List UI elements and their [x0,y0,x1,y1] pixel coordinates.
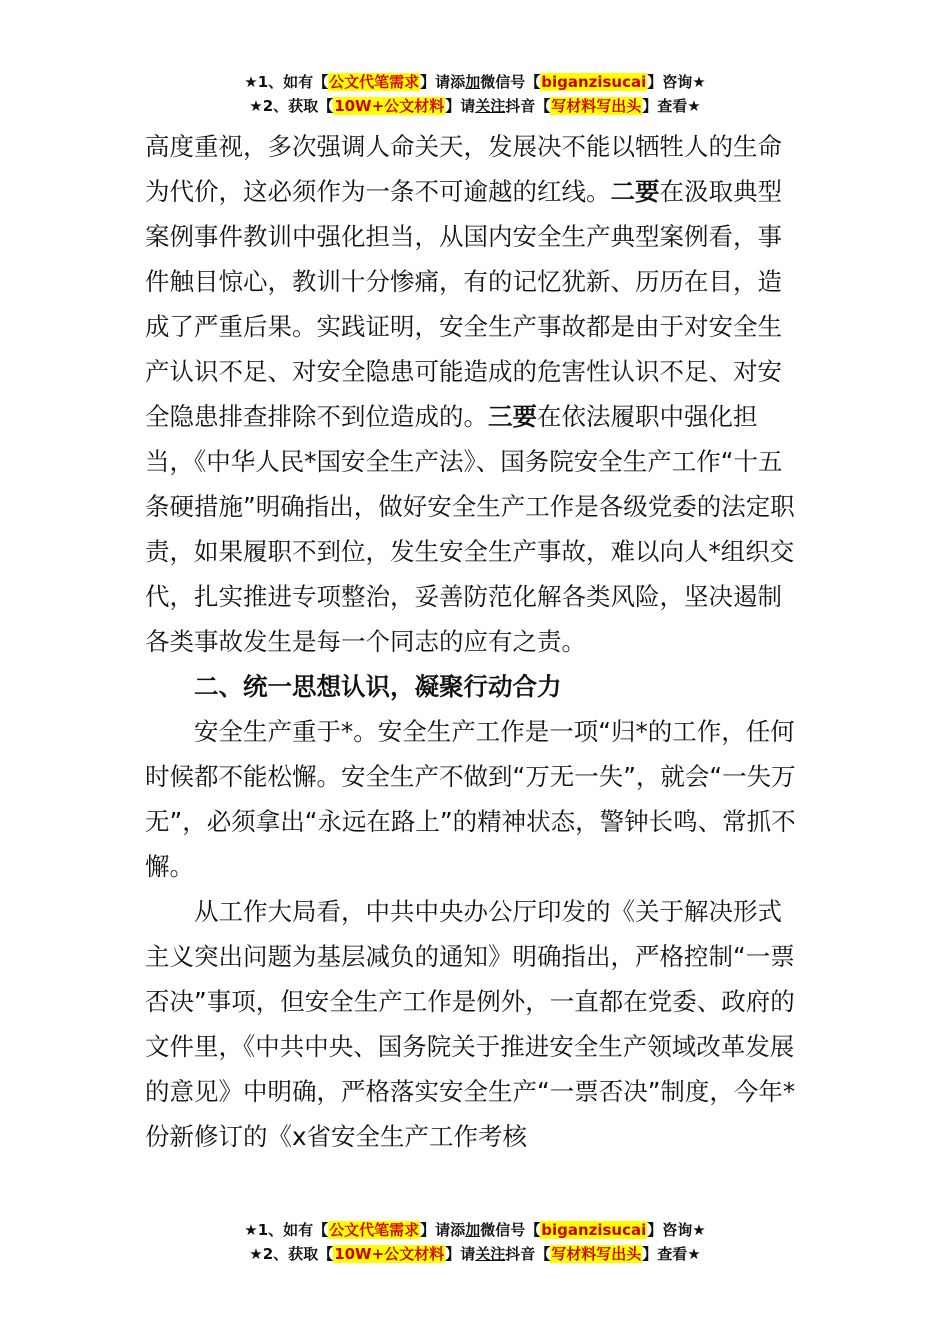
paragraph-3: 从工作大局看，中共中央办公厅印发的《关于解决形式主义突出问题为基层减负的通知》明确指出，严格控制“一票否决”事项，但安全生产工作是例外，一直都在党委、政府的文件里，《中共中央、国务院关于推进安全生产领域改革发展的意见》中明确，严格落实安全生产“一票否决”制度，今年*份新修订的《x省安全生产工作考核 [145,897,796,1151]
banner-line-2 [0,94,950,118]
highlight-douyin: 写材料写出头 [551,1245,642,1263]
banner-text: 抖音【 [505,97,551,115]
banner-underlined: 关注 [475,1245,506,1263]
banner-text: 】咨询★ [647,73,706,91]
banner-underlined: 加 [465,1221,481,1239]
highlight-material: 10W+公文材料 [334,97,445,115]
banner-line-2 [0,1242,950,1266]
highlight-need: 公文代笔需求 [329,1221,420,1239]
banner-text: ★2、获取【 [249,1245,334,1263]
banner-text: 】查看★ [642,97,701,115]
banner-line-1 [0,70,950,94]
banner-underlined: 加 [465,73,481,91]
footer-banner [0,1218,950,1266]
paragraph-text: 高度重视，多次强调人命关天，发展决不能以牺牲人的生命为代价，这必须作为一条不可逾越的红线。 [145,132,782,206]
banner-text: 微信号【 [480,1221,541,1239]
highlight-wechat-id: biganzisucai [541,73,647,91]
banner-underlined: 关注 [475,97,506,115]
highlight-douyin: 写材料写出头 [551,97,642,115]
document-body [145,124,800,1159]
banner-text: 微信号【 [480,73,541,91]
banner-text: 】请 [445,97,476,115]
highlight-material: 10W+公文材料 [334,1245,445,1263]
section-heading: 二、统一思想认识，凝聚行动合力 [194,672,562,701]
banner-text: ★1、如有【 [244,73,329,91]
banner-text: 】请添 [420,1221,466,1239]
banner-text: 】请 [445,1245,476,1263]
emphasis-second: 二要 [610,177,660,206]
banner-text: 抖音【 [505,1245,551,1263]
highlight-need: 公文代笔需求 [329,73,420,91]
banner-text: 】查看★ [642,1245,701,1263]
banner-text: ★2、获取【 [249,97,334,115]
banner-line-1 [0,1218,950,1242]
banner-text: ★1、如有【 [244,1221,329,1239]
paragraph-text: 在汲取典型案例事件教训中强化担当，从国内安全生产典型案例看，事件触目惊心，教训十分惨痛，有的记忆犹新、历历在目，造成了严重后果。实践证明，安全生产事故都是由于对安全生产认识不足、对安全隐患可能造成的危害性认识不足、对安全隐患排查排除不到位造成的。 [145,177,782,431]
emphasis-third: 三要 [488,402,537,431]
paragraph-2: 安全生产重于*。安全生产工作是一项“归*的工作，任何时候都不能松懈。安全生产不做到“万无一失”，就会“一失万无”，必须拿出“永远在路上”的精神状态，警钟长鸣、常抓不懈。 [145,717,796,881]
highlight-wechat-id: biganzisucai [541,1221,647,1239]
banner-text: 】咨询★ [647,1221,706,1239]
banner-text: 】请添 [420,73,466,91]
paragraph-text: 在依法履职中强化担当，《中华人民*国安全生产法》、国务院安全生产工作“十五条硬措施”明确指出，做好安全生产工作是各级党委的法定职责，如果履职不到位，发生安全生产事故，难以向人*组织交代，扎实推进专项整治，妥善防范化解各类风险，坚决遏制各类事故发生是每一个同志的应有之责。 [145,402,795,656]
header-banner [0,70,950,118]
paragraph-1 [145,124,800,664]
